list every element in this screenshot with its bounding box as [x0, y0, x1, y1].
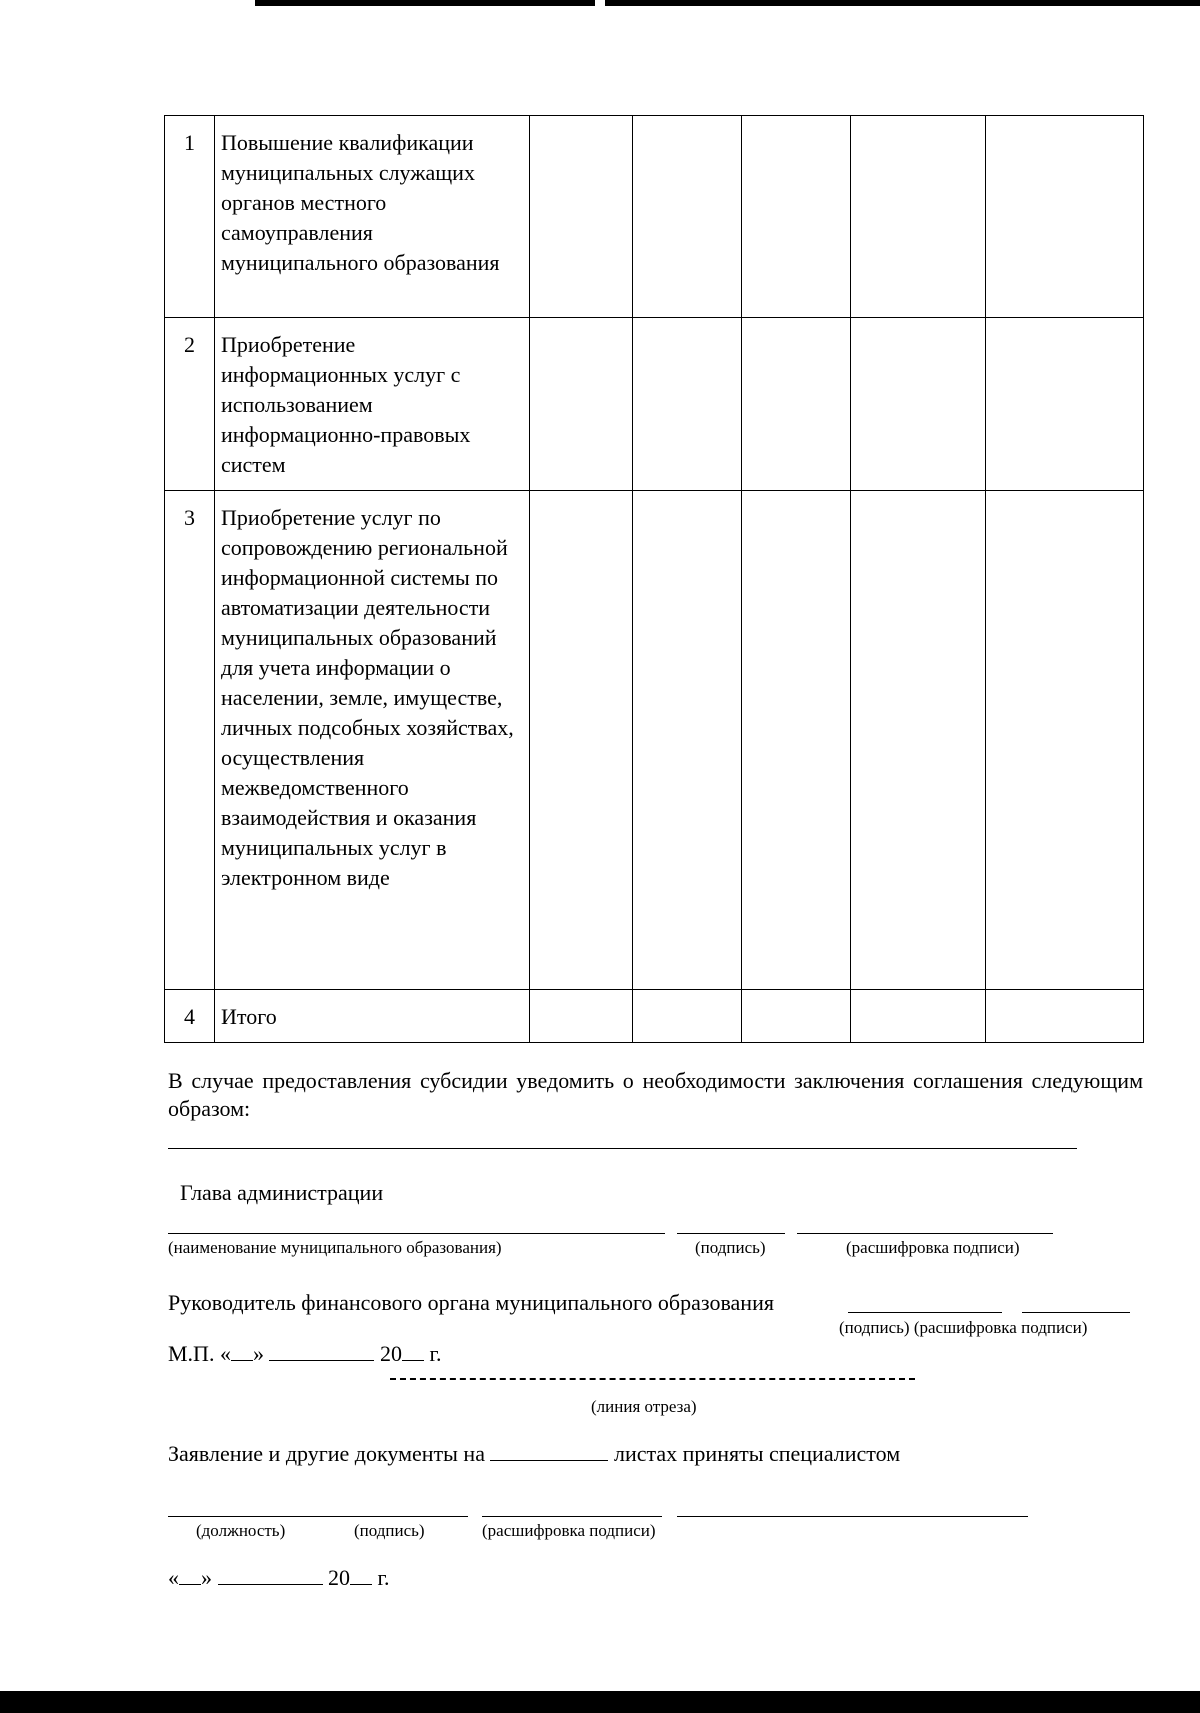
empty-cell [851, 318, 986, 491]
open-quote: « [168, 1565, 179, 1590]
head-sign-line [677, 1233, 785, 1234]
scan-top-border-right [605, 0, 1200, 6]
year-suffix: г. [429, 1341, 442, 1366]
head-decode-line [797, 1233, 1053, 1234]
year-prefix: 20 [328, 1565, 350, 1590]
receipt-caption-position: (должность) [196, 1521, 286, 1540]
head-title: Глава администрации [180, 1180, 384, 1205]
empty-cell [742, 116, 851, 318]
notice-text: В случае предоставления субсидии уведомить о необходимости заключения соглашения следующим образом: [168, 1068, 1143, 1121]
cut-line [390, 1378, 915, 1380]
receipt-text-before: Заявление и другие документы на [168, 1441, 485, 1466]
receipt-caption-decode: (расшифровка подписи) [482, 1521, 656, 1540]
scan-top-border-left [255, 0, 595, 6]
row-number: 1 [165, 116, 215, 318]
receipt-sign-line [482, 1516, 662, 1517]
head-caption-name: (наименование муниципального образования) [168, 1238, 502, 1257]
head-caption-decode: (расшифровка подписи) [846, 1238, 1020, 1257]
table-row [165, 318, 1144, 491]
stamp-date-line [168, 1340, 442, 1367]
receipt-decode-line [677, 1516, 1028, 1517]
year-blank [402, 1340, 424, 1361]
empty-cell [742, 318, 851, 491]
notice-fill-line [168, 1148, 1077, 1149]
empty-cell [633, 990, 742, 1043]
close-quote: » [201, 1565, 212, 1590]
month-blank [269, 1340, 374, 1361]
head-caption-sign: (подпись) [695, 1238, 766, 1257]
finance-caption: (подпись) (расшифровка подписи) [839, 1318, 1088, 1337]
empty-cell [986, 990, 1144, 1043]
empty-cell [633, 116, 742, 318]
row-number: 2 [165, 318, 215, 491]
empty-cell [851, 990, 986, 1043]
empty-cell [530, 990, 633, 1043]
finance-sign-line [848, 1312, 1002, 1313]
sheets-count-blank [490, 1440, 608, 1461]
empty-cell [851, 491, 986, 990]
row-number: 4 [165, 990, 215, 1043]
mp-label: М.П. [168, 1341, 215, 1366]
empty-cell [986, 491, 1144, 990]
receipt-text [168, 1440, 900, 1467]
empty-cell [633, 318, 742, 491]
day-blank [179, 1564, 201, 1585]
table-row [165, 491, 1144, 990]
row-name: Приобретение информационных услуг с использованием информационно-правовых систем [215, 318, 530, 491]
year-blank [350, 1564, 372, 1585]
empty-cell [742, 491, 851, 990]
month-blank [218, 1564, 323, 1585]
close-quote: » [252, 1341, 264, 1366]
open-quote: « [219, 1341, 231, 1366]
receipt-position-line [168, 1516, 468, 1517]
receipt-text-after: листах приняты специалистом [613, 1441, 901, 1466]
day-blank [231, 1340, 253, 1361]
empty-cell [530, 491, 633, 990]
empty-cell [986, 116, 1144, 318]
year-suffix: г. [377, 1565, 390, 1590]
empty-cell [530, 116, 633, 318]
table-row [165, 990, 1144, 1043]
scan-bottom-border [0, 1691, 1200, 1713]
finance-decode-line [1022, 1312, 1130, 1313]
empty-cell [633, 491, 742, 990]
expenses-table [164, 115, 1144, 1043]
row-number: 3 [165, 491, 215, 990]
head-name-line [168, 1233, 665, 1234]
row-name: Приобретение услуг по сопровождению региональной информационной системы по автоматизации деятельности муниципальных образований для учета информации о населении, земле, имуществе, личных подсобных хозяйствах, осуществления межведомственного взаимодействия и оказания муниципальных услуг в электронном виде [215, 491, 530, 990]
row-name: Итого [215, 990, 530, 1043]
row-name: Повышение квалификации муниципальных служащих органов местного самоуправления муниципального образования [215, 116, 530, 318]
empty-cell [986, 318, 1144, 491]
empty-cell [530, 318, 633, 491]
cut-line-caption: (линия отреза) [591, 1397, 697, 1416]
receipt-date-line [168, 1564, 390, 1591]
empty-cell [851, 116, 986, 318]
receipt-caption-sign: (подпись) [354, 1521, 425, 1540]
year-prefix: 20 [379, 1341, 402, 1366]
table-row [165, 116, 1144, 318]
finance-text: Руководитель финансового органа муниципального образования [168, 1290, 774, 1315]
empty-cell [742, 990, 851, 1043]
